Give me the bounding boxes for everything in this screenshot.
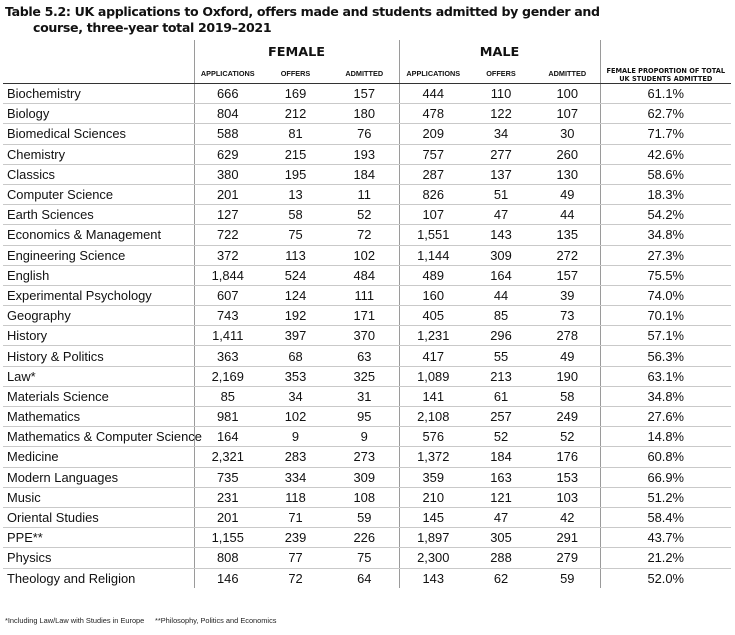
male-admitted-cell: 42 <box>535 507 600 527</box>
male-offers-header: OFFERS <box>467 64 535 84</box>
female-proportion-cell: 51.2% <box>600 487 731 507</box>
female-applications-cell: 201 <box>194 184 261 204</box>
female-applications-cell: 735 <box>194 467 261 487</box>
female-proportion-cell: 75.5% <box>600 265 731 285</box>
female-admitted-cell: 370 <box>330 326 399 346</box>
female-admitted-cell: 102 <box>330 245 399 265</box>
course-cell: Mathematics <box>3 407 194 427</box>
course-cell: English <box>3 265 194 285</box>
table-title-line-1: Table 5.2: UK applications to Oxford, offers made and students admitted by gender and <box>5 4 600 19</box>
course-cell: Law* <box>3 366 194 386</box>
male-applications-cell: 359 <box>399 467 467 487</box>
table-row <box>3 346 731 366</box>
male-admitted-cell: 58 <box>535 386 600 406</box>
male-admitted-cell: 249 <box>535 407 600 427</box>
table-row <box>3 528 731 548</box>
table-row <box>3 285 731 305</box>
female-admitted-cell: 59 <box>330 507 399 527</box>
course-cell: PPE** <box>3 528 194 548</box>
female-admitted-cell: 226 <box>330 528 399 548</box>
male-offers-cell: 34 <box>467 124 535 144</box>
female-proportion-cell: 27.3% <box>600 245 731 265</box>
female-offers-header: OFFERS <box>261 64 330 84</box>
male-offers-cell: 47 <box>467 205 535 225</box>
table-row <box>3 366 731 386</box>
female-offers-cell: 72 <box>288 570 303 586</box>
female-offers-cell: 215 <box>261 144 330 164</box>
course-cell: History & Politics <box>3 346 194 366</box>
female-admitted-cell: 11 <box>330 184 399 204</box>
female-applications-cell: 372 <box>194 245 261 265</box>
group-header-row <box>3 40 731 64</box>
footnote-law: *Including Law/Law with Studies in Europe <box>5 616 145 625</box>
male-offers-cell: 55 <box>467 346 535 366</box>
female-admitted-cell: 76 <box>330 124 399 144</box>
course-header-blank <box>3 40 194 64</box>
female-group-header: FEMALE <box>194 40 399 64</box>
table-row <box>3 548 731 568</box>
male-applications-cell: 160 <box>399 285 467 305</box>
course-cell: Computer Science <box>3 184 194 204</box>
male-offers-cell: 257 <box>467 407 535 427</box>
table-row <box>3 326 731 346</box>
male-admitted-cell: 52 <box>535 427 600 447</box>
female-applications-header: APPLICATIONS <box>194 64 261 84</box>
male-applications-cell: 1,897 <box>399 528 467 548</box>
female-proportion-cell: 21.2% <box>600 548 731 568</box>
male-admitted-cell: 272 <box>535 245 600 265</box>
female-applications-cell: 127 <box>194 205 261 225</box>
female-proportion-cell: 34.8% <box>600 386 731 406</box>
course-cell: Chemistry <box>3 144 194 164</box>
course-cell: Earth Sciences <box>3 205 194 225</box>
male-applications-cell: 757 <box>399 144 467 164</box>
female-applications-cell: 722 <box>194 225 261 245</box>
female-admitted-cell: 95 <box>330 407 399 427</box>
male-admitted-cell: 100 <box>535 84 600 104</box>
female-offers-cell: 102 <box>261 407 330 427</box>
female-proportion-cell: 74.0% <box>600 285 731 305</box>
female-proportion-cell: 71.7% <box>600 124 731 144</box>
table-header <box>3 40 731 84</box>
admissions-table <box>3 40 731 588</box>
female-proportion-cell: 62.7% <box>600 104 731 124</box>
male-offers-cell: 305 <box>467 528 535 548</box>
female-proportion-cell: 43.7% <box>600 528 731 548</box>
female-proportion-cell: 60.8% <box>600 447 731 467</box>
female-applications-cell: 808 <box>194 548 261 568</box>
female-offers-cell: 212 <box>261 104 330 124</box>
female-proportion-cell: 42.6% <box>600 144 731 164</box>
female-admitted-cell: 75 <box>330 548 399 568</box>
table-row <box>3 407 731 427</box>
female-applications-cell: 2,169 <box>194 366 261 386</box>
female-proportion-cell: 57.1% <box>600 326 731 346</box>
male-admitted-header: ADMITTED <box>535 64 600 84</box>
female-applications-cell: 146 <box>194 568 261 588</box>
female-admitted-cell: 72 <box>330 225 399 245</box>
male-applications-cell: 478 <box>399 104 467 124</box>
female-proportion-cell: 58.6% <box>600 164 731 184</box>
table-row <box>3 225 731 245</box>
female-applications-cell: 231 <box>194 487 261 507</box>
female-applications-cell: 804 <box>194 104 261 124</box>
female-offers-cell: 9 <box>261 427 330 447</box>
female-proportion-cell: 58.4% <box>600 507 731 527</box>
male-group-header: MALE <box>399 40 600 64</box>
female-admitted-cell: 273 <box>330 447 399 467</box>
male-applications-cell: 141 <box>399 386 467 406</box>
female-applications-cell: 629 <box>194 144 261 164</box>
male-offers-cell: 61 <box>467 386 535 406</box>
course-cell: Geography <box>3 306 194 326</box>
female-offers-cell: 81 <box>261 124 330 144</box>
female-admitted-cell: 31 <box>330 386 399 406</box>
male-applications-cell: 1,231 <box>399 326 467 346</box>
male-offers-cell: 85 <box>467 306 535 326</box>
male-admitted-cell: 176 <box>535 447 600 467</box>
female-proportion-cell: 18.3% <box>600 184 731 204</box>
female-proportion-cell: 66.9% <box>600 467 731 487</box>
male-applications-cell: 576 <box>399 427 467 447</box>
female-offers-cell: 397 <box>261 326 330 346</box>
female-proportion-cell: 63.1% <box>600 366 731 386</box>
female-applications-cell: 201 <box>194 507 261 527</box>
course-cell: Mathematics & Computer Science <box>3 427 194 447</box>
table-row <box>3 306 731 326</box>
female-offers-cell: 169 <box>261 84 330 104</box>
male-admitted-cell: 130 <box>535 164 600 184</box>
male-admitted-cell: 49 <box>535 184 600 204</box>
table-row <box>3 507 731 527</box>
course-cell: Classics <box>3 164 194 184</box>
table-row <box>3 265 731 285</box>
male-offers-cell: 44 <box>467 285 535 305</box>
male-applications-cell: 444 <box>399 84 467 104</box>
male-offers-cell: 277 <box>467 144 535 164</box>
female-admitted-cell: 64 <box>357 570 372 586</box>
male-applications-cell: 209 <box>399 124 467 144</box>
course-cell: Experimental Psychology <box>3 285 194 305</box>
female-applications-cell: 164 <box>194 427 261 447</box>
female-admitted-cell: 157 <box>330 84 399 104</box>
female-offers-cell: 124 <box>261 285 330 305</box>
male-admitted-cell: 278 <box>535 326 600 346</box>
female-offers-cell: 68 <box>261 346 330 366</box>
female-offers-cell: 58 <box>261 205 330 225</box>
table-title-line-2: course, three-year total 2019–2021 <box>33 20 272 35</box>
female-admitted-cell: 52 <box>330 205 399 225</box>
female-offers-cell: 353 <box>261 366 330 386</box>
male-offers-cell: 52 <box>467 427 535 447</box>
male-offers-cell: 163 <box>467 467 535 487</box>
course-cell: Biology <box>3 104 194 124</box>
male-admitted-cell: 44 <box>535 205 600 225</box>
table-row <box>3 568 731 588</box>
male-offers-cell: 143 <box>467 225 535 245</box>
table-row <box>3 205 731 225</box>
table-row <box>3 84 731 104</box>
female-offers-cell: 75 <box>261 225 330 245</box>
female-proportion-cell: 34.8% <box>600 225 731 245</box>
male-admitted-cell: 39 <box>535 285 600 305</box>
male-admitted-cell: 103 <box>535 487 600 507</box>
male-applications-cell: 145 <box>399 507 467 527</box>
female-admitted-cell: 111 <box>330 285 399 305</box>
male-applications-cell: 210 <box>399 487 467 507</box>
male-offers-cell: 110 <box>467 84 535 104</box>
male-offers-cell: 213 <box>467 366 535 386</box>
female-applications-cell: 981 <box>194 407 261 427</box>
female-offers-cell: 13 <box>261 184 330 204</box>
male-applications-header: APPLICATIONS <box>399 64 467 84</box>
table-row <box>3 144 731 164</box>
table-row <box>3 104 731 124</box>
female-applications-cell: 743 <box>194 306 261 326</box>
course-cell: Materials Science <box>3 386 194 406</box>
female-applications-cell: 2,321 <box>194 447 261 467</box>
course-cell: Oriental Studies <box>3 507 194 527</box>
female-offers-cell: 118 <box>261 487 330 507</box>
male-admitted-cell: 107 <box>535 104 600 124</box>
male-admitted-cell: 73 <box>535 306 600 326</box>
female-admitted-cell: 63 <box>330 346 399 366</box>
male-applications-cell: 1,551 <box>399 225 467 245</box>
male-applications-cell: 489 <box>399 265 467 285</box>
male-offers-cell: 121 <box>467 487 535 507</box>
male-applications-cell: 1,372 <box>399 447 467 467</box>
course-subheader-blank <box>3 64 194 84</box>
table-row <box>3 447 731 467</box>
female-proportion-header: FEMALE PROPORTION OF TOTAL UK STUDENTS ADMITTED <box>600 40 731 84</box>
male-offers-cell: 184 <box>467 447 535 467</box>
female-offers-cell: 334 <box>261 467 330 487</box>
male-offers-cell: 47 <box>467 507 535 527</box>
female-applications-cell: 1,411 <box>194 326 261 346</box>
female-offers-cell: 524 <box>261 265 330 285</box>
female-proportion-cell: 27.6% <box>600 407 731 427</box>
male-applications-cell: 405 <box>399 306 467 326</box>
female-offers-cell: 77 <box>261 548 330 568</box>
table-body <box>3 84 731 589</box>
male-admitted-cell: 59 <box>560 570 575 586</box>
female-proportion-cell: 61.1% <box>600 84 731 104</box>
female-admitted-cell: 9 <box>330 427 399 447</box>
course-cell: Biochemistry <box>3 84 194 104</box>
female-admitted-cell: 484 <box>330 265 399 285</box>
female-applications-cell: 363 <box>194 346 261 366</box>
course-cell: Theology and Religion <box>7 570 136 586</box>
male-admitted-cell: 157 <box>535 265 600 285</box>
course-cell: Engineering Science <box>3 245 194 265</box>
course-cell: Physics <box>3 548 194 568</box>
table-row <box>3 245 731 265</box>
female-proportion-cell: 52.0% <box>600 568 731 588</box>
male-applications-cell: 143 <box>399 568 467 588</box>
female-applications-cell: 607 <box>194 285 261 305</box>
footnote-ppe: **Philosophy, Politics and Economics <box>155 616 277 625</box>
female-offers-cell: 71 <box>261 507 330 527</box>
male-offers-cell: 288 <box>467 548 535 568</box>
table-row <box>3 467 731 487</box>
female-admitted-cell: 108 <box>330 487 399 507</box>
course-cell: Biomedical Sciences <box>3 124 194 144</box>
course-cell: Modern Languages <box>3 467 194 487</box>
female-applications-cell: 1,844 <box>194 265 261 285</box>
female-admitted-cell: 184 <box>330 164 399 184</box>
table-row <box>3 386 731 406</box>
course-cell: Economics & Management <box>3 225 194 245</box>
female-offers-cell: 192 <box>261 306 330 326</box>
male-applications-cell: 2,300 <box>399 548 467 568</box>
table-row <box>3 124 731 144</box>
female-applications-cell: 85 <box>194 386 261 406</box>
table-title <box>5 4 725 36</box>
male-admitted-cell: 49 <box>535 346 600 366</box>
female-admitted-cell: 325 <box>330 366 399 386</box>
male-applications-cell: 287 <box>399 164 467 184</box>
male-admitted-cell: 190 <box>535 366 600 386</box>
male-offers-cell: 296 <box>467 326 535 346</box>
male-admitted-cell: 30 <box>535 124 600 144</box>
female-proportion-cell: 70.1% <box>600 306 731 326</box>
male-admitted-cell: 260 <box>535 144 600 164</box>
male-admitted-cell: 135 <box>535 225 600 245</box>
male-applications-cell: 1,144 <box>399 245 467 265</box>
table-row <box>3 487 731 507</box>
male-admitted-cell: 279 <box>535 548 600 568</box>
male-applications-cell: 1,089 <box>399 366 467 386</box>
female-applications-cell: 380 <box>194 164 261 184</box>
female-offers-cell: 283 <box>261 447 330 467</box>
female-admitted-header: ADMITTED <box>330 64 399 84</box>
female-applications-cell: 588 <box>194 124 261 144</box>
female-proportion-cell: 56.3% <box>600 346 731 366</box>
female-offers-cell: 113 <box>261 245 330 265</box>
female-admitted-cell: 171 <box>330 306 399 326</box>
female-proportion-cell: 54.2% <box>600 205 731 225</box>
female-applications-cell: 666 <box>194 84 261 104</box>
male-offers-cell: 164 <box>467 265 535 285</box>
male-admitted-cell: 153 <box>535 467 600 487</box>
course-cell: Medicine <box>3 447 194 467</box>
course-cell: Music <box>3 487 194 507</box>
female-offers-cell: 195 <box>261 164 330 184</box>
female-admitted-cell: 180 <box>330 104 399 124</box>
table-row <box>3 427 731 447</box>
male-offers-cell: 62 <box>493 570 509 586</box>
male-applications-cell: 417 <box>399 346 467 366</box>
male-admitted-cell: 291 <box>535 528 600 548</box>
female-offers-cell: 34 <box>261 386 330 406</box>
female-admitted-cell: 309 <box>330 467 399 487</box>
male-offers-cell: 122 <box>467 104 535 124</box>
course-cell: History <box>3 326 194 346</box>
male-offers-cell: 51 <box>467 184 535 204</box>
male-offers-cell: 137 <box>467 164 535 184</box>
female-offers-cell: 239 <box>261 528 330 548</box>
female-applications-cell: 1,155 <box>194 528 261 548</box>
male-applications-cell: 107 <box>399 205 467 225</box>
female-admitted-cell: 193 <box>330 144 399 164</box>
female-proportion-cell: 14.8% <box>600 427 731 447</box>
table-row <box>3 184 731 204</box>
table-row <box>3 164 731 184</box>
male-applications-cell: 2,108 <box>399 407 467 427</box>
male-applications-cell: 826 <box>399 184 467 204</box>
male-offers-cell: 309 <box>467 245 535 265</box>
